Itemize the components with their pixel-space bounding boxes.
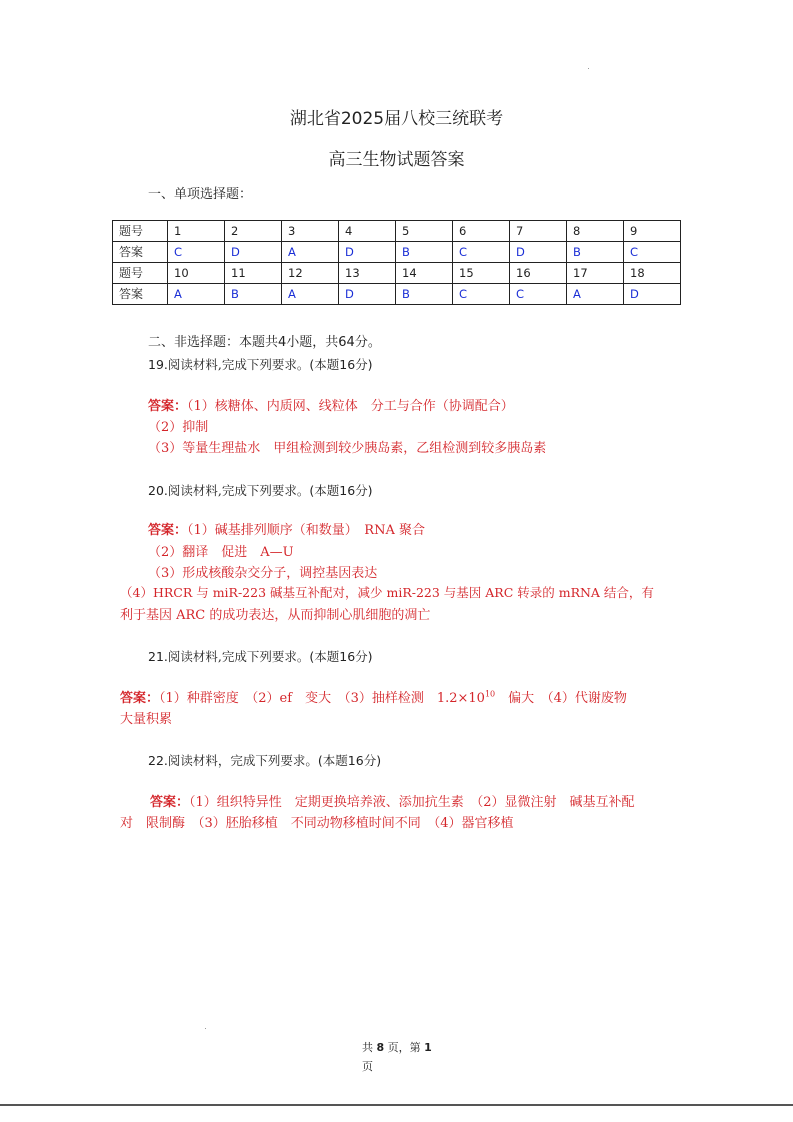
scan-dot — [205, 1028, 206, 1029]
question-number-cell: 1 — [168, 221, 225, 242]
q20-heading — [148, 481, 373, 499]
q21-answer-label: 答案： — [120, 691, 160, 706]
answer-table — [112, 220, 681, 305]
question-number-cell: 13 — [339, 263, 396, 284]
question-number-cell: 3 — [282, 221, 339, 242]
answer-cell: B — [396, 284, 453, 305]
footer-total-pages: 8 — [376, 1041, 385, 1054]
q19-answer-line3: （3）等量生理盐水 甲组检测到较少胰岛素，乙组检测到较多胰岛素 — [148, 441, 547, 456]
q19-answer-line2: （2）抑制 — [148, 420, 209, 435]
answer-cell: A — [282, 242, 339, 263]
answer-cell: D — [339, 242, 396, 263]
question-number-cell: 9 — [624, 221, 681, 242]
q20-answer-line1 — [148, 519, 425, 538]
question-number-cell: 10 — [168, 263, 225, 284]
row-label: 答案 — [113, 284, 168, 305]
row-label: 题号 — [113, 263, 168, 284]
answer-cell: C — [168, 242, 225, 263]
q22-number: 22. — [148, 753, 168, 768]
table-row — [113, 242, 681, 263]
q19-text: 阅读材料,完成下列要求。 — [167, 357, 310, 372]
answer-cell: C — [624, 242, 681, 263]
answer-cell: B — [396, 242, 453, 263]
q19-answer-label: 答案： — [148, 399, 188, 414]
question-number-cell: 15 — [453, 263, 510, 284]
answer-cell: D — [225, 242, 282, 263]
question-number-cell: 12 — [282, 263, 339, 284]
q21-heading — [148, 647, 373, 665]
q19-heading — [148, 355, 373, 373]
q21-score: (本题16分) — [309, 649, 373, 664]
question-number-cell: 14 — [396, 263, 453, 284]
q21-text: 阅读材料,完成下列要求。 — [167, 649, 310, 664]
question-number-cell: 17 — [567, 263, 624, 284]
q20-answer-line4: （4）HRCR 与 miR-223 碱基互补配对，减少 miR-223 与基因 ARC 转录的 mRNA 结合，有 — [120, 585, 654, 600]
answer-cell: B — [225, 284, 282, 305]
page-footer — [362, 1039, 432, 1055]
q19-answer-text1: （1）核糖体、内质网、线粒体 分工与合作（协调配合） — [187, 399, 514, 414]
row-label: 答案 — [113, 242, 168, 263]
footer-page-label: 页 — [362, 1060, 373, 1073]
q20-answer-line5: 利于基因 ARC 的成功表达，从而抑制心肌细胞的凋亡 — [120, 608, 431, 623]
q20-text: 阅读材料,完成下列要求。 — [167, 483, 310, 498]
scan-dot — [588, 68, 589, 69]
q21-answer-line1 — [120, 687, 627, 706]
q20-number: 20. — [148, 483, 168, 498]
q20-answer-label: 答案： — [148, 523, 188, 538]
q21-answer-text1: （1）种群密度 （2）ef 变大 （3）抽样检测 1.2×10 — [159, 691, 485, 706]
document-subtitle: 高三生物试题答案 — [328, 150, 465, 170]
answer-cell: A — [282, 284, 339, 305]
question-number-cell: 6 — [453, 221, 510, 242]
answer-cell: D — [624, 284, 681, 305]
row-label: 题号 — [113, 221, 168, 242]
page-bottom-rule — [0, 1104, 793, 1106]
document-title: 湖北省2025届八校三统联考 — [289, 109, 504, 129]
question-number-cell: 4 — [339, 221, 396, 242]
q22-heading — [148, 751, 381, 769]
q22-answer-line2: 对 限制酶 （3）胚胎移植 不同动物移植时间不同 （4）器官移植 — [120, 816, 514, 831]
q21-exponent: 10 — [484, 689, 496, 699]
q22-score: (本题16分) — [317, 753, 382, 768]
question-number-cell: 2 — [225, 221, 282, 242]
table-row — [113, 263, 681, 284]
q22-text: 阅读材料，完成下列要求。 — [167, 753, 318, 768]
q22-answer-text1: （1）组织特异性 定期更换培养液、添加抗生素 （2）显微注射 碱基互补配 — [189, 795, 635, 810]
question-number-cell: 11 — [225, 263, 282, 284]
q20-answer-line2: （2）翻译 促进 A—U — [148, 545, 294, 560]
q19-score: (本题16分) — [309, 357, 373, 372]
q20-answer-text1: （1）碱基排列顺序（和数量） RNA 聚合 — [187, 523, 425, 538]
answer-cell: B — [567, 242, 624, 263]
section1-heading: 一、单项选择题： — [148, 187, 253, 202]
footer-page-number: 1 — [424, 1041, 432, 1054]
answer-cell: C — [453, 284, 510, 305]
section2-heading — [148, 331, 381, 350]
table-row — [113, 221, 681, 242]
q21-number: 21. — [148, 649, 168, 664]
question-number-cell: 7 — [510, 221, 567, 242]
answer-cell: A — [168, 284, 225, 305]
q22-answer-label: 答案： — [150, 795, 190, 810]
footer-text-b: 页，第 — [384, 1041, 425, 1054]
q22-answer-line1 — [150, 791, 635, 810]
answer-cell: C — [510, 284, 567, 305]
answer-cell: D — [510, 242, 567, 263]
question-number-cell: 5 — [396, 221, 453, 242]
answer-cell: C — [453, 242, 510, 263]
q19-number: 19. — [148, 357, 168, 372]
answer-cell: A — [567, 284, 624, 305]
q21-answer-line2: 大量积累 — [120, 712, 173, 727]
section2-summary: 本题共4小题，共64分。 — [239, 335, 381, 350]
q20-score: (本题16分) — [309, 483, 373, 498]
answer-cell: D — [339, 284, 396, 305]
q19-answer-line1 — [148, 395, 514, 414]
section2-prefix: 二、非选择题： — [148, 335, 240, 350]
footer-text-a: 共 — [362, 1041, 377, 1054]
table-row — [113, 284, 681, 305]
question-number-cell: 8 — [567, 221, 624, 242]
question-number-cell: 16 — [510, 263, 567, 284]
q21-answer-text2: 偏大 （4）代谢废物 — [495, 691, 627, 706]
q20-answer-line3: （3）形成核酸杂交分子，调控基因表达 — [148, 566, 378, 581]
question-number-cell: 18 — [624, 263, 681, 284]
